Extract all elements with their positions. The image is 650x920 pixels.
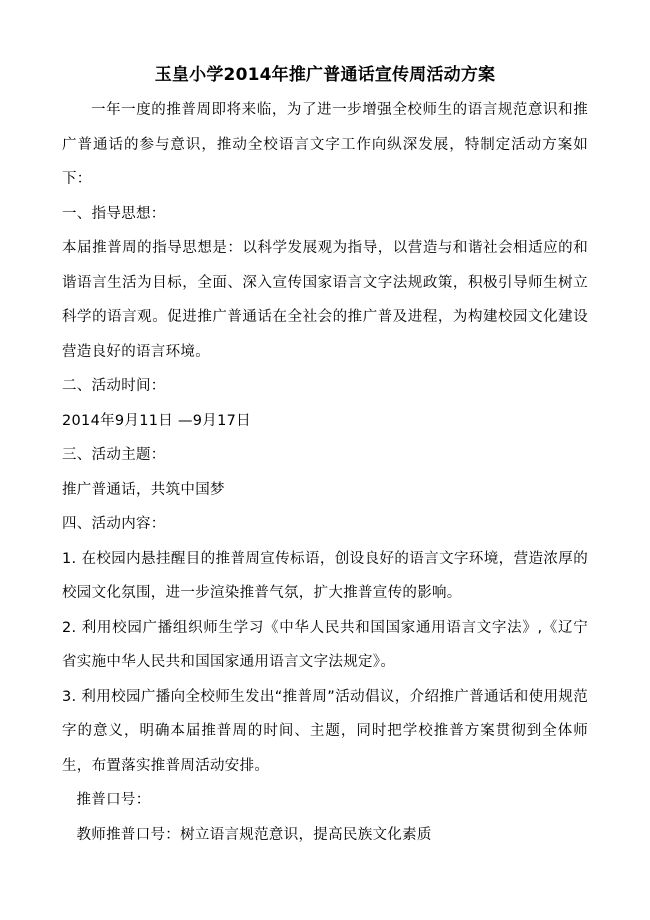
theme-heading: 三、活动主题： (62, 447, 166, 463)
guiding-heading: 一、指导思想： (62, 205, 166, 222)
document-title: 玉皇小学2014年推广普通话宣传周活动方案 (154, 65, 496, 85)
slogan-heading: 推普口号： (76, 792, 151, 808)
time-paragraph: 2014年9月11日 —9月17日 (62, 412, 251, 429)
guiding-paragraph: 本届推普周的指导思想是：以科学发展观为指导，以营造与和谐社会相适应的和谐语言生活为目标，全面、深入宣传国家语言文字法规政策，积极引导师生树立科学的语言观。促进推广普通话在全社会的推广普及进程，为构建校园文化建设营造良好的语言环境。 (62, 240, 588, 360)
content-item-3: 3. 利用校园广播向全校师生发出“推普周”活动倡议，介绍推广普通话和使用规范字的意义，明确本届推普周的时间、主题，同时把学校推普方案贯彻到全体师生，布置落实推普周活动安排。 (62, 688, 588, 774)
content-item-2: 2. 利用校园广播组织师生学习《中华人民共和国国家通用语言文字法》,《辽宁省实施中华人民共和国国家通用语言文字法规定》。 (62, 619, 588, 670)
content-heading: 四、活动内容： (62, 516, 166, 532)
intro-paragraph: 一年一度的推普周即将来临，为了进一步增强全校师生的语言规范意识和推广普通话的参与意识，推动全校语言文字工作向纵深发展，特制定活动方案如下： (62, 102, 588, 187)
time-heading: 二、活动时间： (62, 378, 166, 394)
content-item-1: 1. 在校园内悬挂醒目的推普周宣传标语，创设良好的语言文字环境，营造浓厚的校园文化氛围，进一步渲染推普气氛，扩大推普宣传的影响。 (62, 550, 588, 601)
teacher-slogan: 教师推普口号：树立语言规范意识，提高民族文化素质 (76, 826, 432, 843)
theme-paragraph: 推广普通话，共筑中国梦 (62, 481, 225, 498)
